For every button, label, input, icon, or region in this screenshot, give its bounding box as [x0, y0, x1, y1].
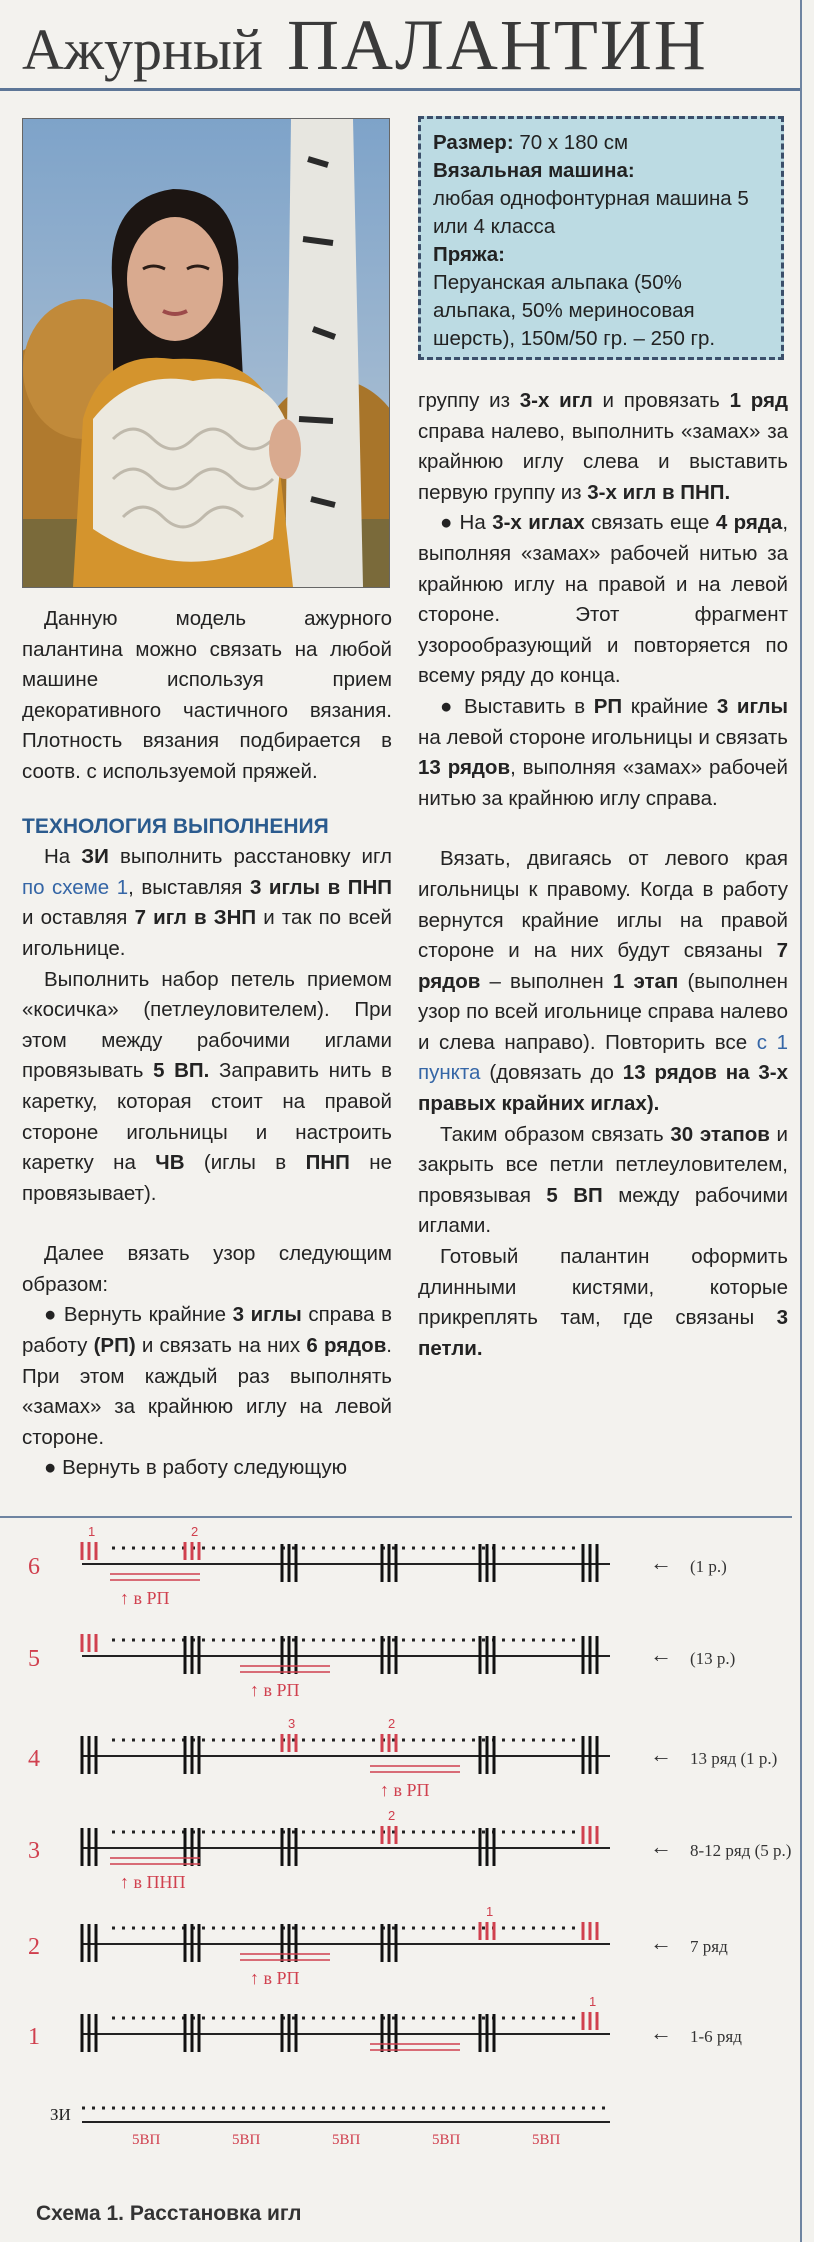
intro-paragraph: Данную модель ажурного палантина можно связать на любой машине используя прием декоративного частичного вязания. Плотность вязания подбирается в соотв. с используемой пряжей. — [22, 607, 392, 783]
row-note: 1-6 ряд — [690, 2027, 742, 2046]
row-number: 2 — [28, 1934, 40, 1960]
pattern-intro: Далее вязать узор следующим образом: — [22, 1242, 392, 1296]
right-column — [418, 386, 788, 1364]
finish-paragraph: Таким образом связать 30 этапов и закрыть все петли петлеуловителем, провязывая 5 ВП между рабочими иглами. — [418, 1122, 788, 1238]
bullet-icon: ● — [44, 1303, 64, 1327]
info-box — [418, 116, 784, 360]
rp-label: ↑ в РП — [250, 1680, 300, 1700]
row-arrow-icon: ← — [650, 2020, 672, 2045]
row-note: 8-12 ряд (5 р.) — [690, 1841, 792, 1860]
group-mark: 3 — [288, 1716, 296, 1731]
scheme-link: по схеме 1 — [22, 875, 129, 899]
yarn-label: Пряжа: — [433, 243, 505, 266]
row-arrow-icon: ← — [650, 1834, 672, 1859]
bullet-icon: ● — [44, 1456, 63, 1480]
schema-diagram — [0, 1526, 800, 2206]
row-number: 5 — [28, 1646, 40, 1672]
row-number: 6 — [28, 1554, 40, 1580]
vp-label: 5ВП — [432, 2132, 461, 2148]
schema-divider — [0, 1516, 792, 1518]
tech-heading: ТЕХНОЛОГИЯ ВЫПОЛНЕНИЯ — [22, 814, 329, 838]
row-number: 1 — [28, 2024, 40, 2050]
bullet-2-continued: группу из 3-х игл и провязать 1 ряд справа налево, выполнить «замах» за крайнюю иглу слева и выставить первую группу из 3-х игл в ПНП. — [418, 389, 788, 504]
rp-label: ↑ в РП — [120, 1588, 170, 1608]
size-value: 70 х 180 см — [519, 131, 629, 154]
page-title — [22, 4, 802, 84]
group-mark: 1 — [88, 1526, 96, 1539]
machine-value: любая однофонтурная машина 5 или 4 класса — [433, 187, 749, 238]
group-mark: 2 — [388, 1716, 396, 1731]
row-arrow-icon: ← — [650, 1642, 672, 1667]
schema-caption: Схема 1. Расстановка игл — [36, 2202, 302, 2225]
row-number: 3 — [28, 1838, 40, 1864]
title-word-2: ПАЛАНТИН — [287, 5, 708, 85]
vp-label: 5ВП — [332, 2132, 361, 2148]
step-1-paragraph: На ЗИ выполнить расстановку игл по схеме 1, выставляя 3 иглы в ПНП и оставляя 7 игл в ЗНП и так по всей игольнице. — [22, 845, 393, 960]
machine-label: Вязальная машина: — [433, 159, 635, 182]
left-column — [22, 604, 392, 1484]
bullet-2: ● Вернуть в работу следующую — [44, 1456, 348, 1480]
vp-label: 5ВП — [532, 2132, 561, 2148]
fringe-paragraph: Готовый палантин оформить длинными кистями, которые прикреплять там, где связаны 3 петли. — [418, 1245, 788, 1360]
bullet-icon: ● — [440, 511, 460, 535]
row-note: 7 ряд — [690, 1937, 728, 1956]
bullet-3: ● На 3-х иглах связать еще 4 ряда, выполняя «замах» рабочей нитью за крайнюю иглу на правой и на левой стороне. Этот фрагмент узорообразующий и повторяется по всему ряду до конца. — [418, 511, 789, 688]
vp-label: 5ВП — [232, 2132, 261, 2148]
rp-label: ↑ в РП — [380, 1780, 430, 1800]
size-label: Размер: — [433, 131, 514, 154]
group-mark: 1 — [486, 1904, 494, 1919]
model-photo — [22, 118, 390, 588]
title-underline — [0, 88, 800, 91]
step-2-paragraph: Выполнить набор петель приемом «косичка» (петлеуловителем). При этом между рабочими иглами провязывать 5 ВП. Заправить нить в каретку, которая стоит на правой стороне игольницы и настроить каретку на ЧВ (иглы в ПНП не провязывает). — [22, 967, 392, 1205]
row-number: 4 — [28, 1746, 40, 1772]
row-arrow-icon: ← — [650, 1930, 672, 1955]
title-word-1: Ажурный — [22, 17, 264, 82]
stage-paragraph: Вязать, двигаясь от левого края игольницы к правому. Когда в работу вернутся крайние иглы на правой стороне и на них будут связаны 7 рядов – выполнен 1 этап (выполнен узор по всей игольнице справа налево и слева направо). Повторить все с 1 пункта (довязать до 13 рядов на 3-х правых крайних иглах). — [418, 847, 788, 1116]
row-note: (1 р.) — [690, 1557, 727, 1576]
photo-illustration — [23, 119, 389, 587]
needle-schema — [0, 1526, 800, 2206]
row-note: 13 ряд (1 р.) — [690, 1749, 778, 1768]
bullet-icon: ● — [440, 694, 464, 718]
zi-label: ЗИ — [50, 2105, 71, 2124]
row-arrow-icon: ← — [650, 1742, 672, 1767]
yarn-value: Перуанская альпака (50% альпака, 50% мериносовая шерсть), 150м/50 гр. – 250 гр. — [433, 271, 716, 350]
group-mark: 2 — [191, 1526, 199, 1539]
bullet-4: ● Выставить в РП крайние 3 иглы на левой стороне игольницы и связать 13 рядов, выполняя «замах» рабочей нитью за крайнюю иглу справа. — [418, 694, 788, 810]
row-note: (13 р.) — [690, 1649, 736, 1668]
vp-label: 5ВП — [132, 2132, 161, 2148]
step-link: с 1 пункта — [418, 1030, 788, 1085]
group-mark: 2 — [388, 1808, 396, 1823]
rp-label: ↑ в РП — [250, 1968, 300, 1988]
bullet-1: ● Вернуть крайние 3 иглы справа в работу (РП) и связать на них 6 рядов. При этом каждый раз выполнять «замах» за крайнюю иглу на левой стороне. — [22, 1303, 393, 1449]
rp-label: ↑ в ПНП — [120, 1872, 186, 1892]
row-arrow-icon: ← — [650, 1550, 672, 1575]
group-mark: 1 — [589, 1994, 597, 2009]
